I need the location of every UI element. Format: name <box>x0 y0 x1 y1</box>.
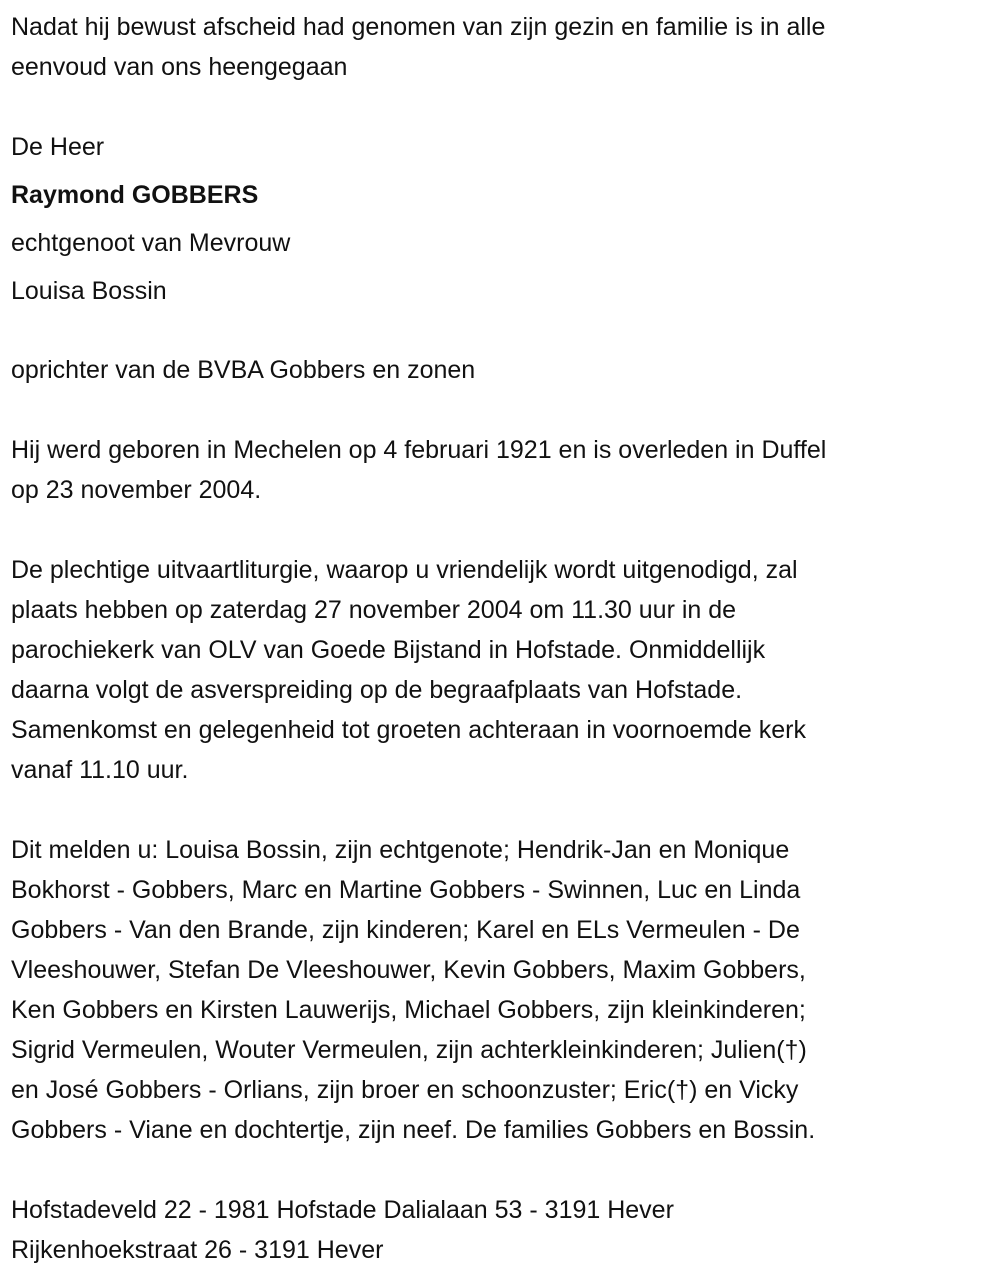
birth-death-paragraph <box>11 430 1000 510</box>
text-line: De plechtige uitvaartliturgie, waarop u vriendelijk wordt uitgenodigd, zal <box>11 556 798 584</box>
text-line: op 23 november 2004. <box>11 476 262 504</box>
text-line: oprichter van de BVBA Gobbers en zonen <box>11 356 476 384</box>
text-line: Gobbers - Viane en dochtertje, zijn neef. De families Gobbers en Bossin. <box>11 1116 816 1144</box>
text-line: Bokhorst - Gobbers, Marc en Martine Gobbers - Swinnen, Luc en Linda <box>11 876 801 904</box>
text-line: Sigrid Vermeulen, Wouter Vermeulen, zijn achterkleinkinderen; Julien(†) <box>11 1036 807 1064</box>
text-line: eenvoud van ons heengegaan <box>11 53 348 81</box>
text-line: Samenkomst en gelegenheid tot groeten achteraan in voornoemde kerk <box>11 716 806 744</box>
text-line: Ken Gobbers en Kirsten Lauwerijs, Michael Gobbers, zijn kleinkinderen; <box>11 996 806 1024</box>
spouse-label: echtgenoot van Mevrouw <box>11 229 291 257</box>
text-line: Vleeshouwer, Stefan De Vleeshouwer, Kevin Gobbers, Maxim Gobbers, <box>11 956 806 984</box>
announcers-paragraph <box>11 830 1000 1150</box>
text-line: Nadat hij bewust afscheid had genomen van zijn gezin en familie is in alle <box>11 13 826 41</box>
text-line: Gobbers - Van den Brande, zijn kinderen; Karel en ELs Vermeulen - De <box>11 916 800 944</box>
spouse-name: Louisa Bossin <box>11 277 167 305</box>
text-line: Hofstadeveld 22 - 1981 Hofstade Dalialaan 53 - 3191 Hever <box>11 1196 674 1224</box>
deceased-block <box>11 123 1000 315</box>
role-paragraph <box>11 350 1000 390</box>
text-line: Rijkenhoekstraat 26 - 3191 Hever <box>11 1236 384 1264</box>
text-line: en José Gobbers - Orlians, zijn broer en schoonzuster; Eric(†) en Vicky <box>11 1076 799 1104</box>
text-line: vanaf 11.10 uur. <box>11 756 189 784</box>
text-line: plaats hebben op zaterdag 27 november 2004 om 11.30 uur in de <box>11 596 737 624</box>
addresses-paragraph <box>11 1190 1000 1270</box>
intro-paragraph <box>11 7 1000 87</box>
funeral-paragraph <box>11 550 1000 790</box>
text-line: parochiekerk van OLV van Goede Bijstand in Hofstade. Onmiddellijk <box>11 636 766 664</box>
text-line: daarna volgt de asverspreiding op de begraafplaats van Hofstade. <box>11 676 743 704</box>
deceased-name: Raymond GOBBERS <box>11 181 259 209</box>
text-line: Dit melden u: Louisa Bossin, zijn echtgenote; Hendrik-Jan en Monique <box>11 836 790 864</box>
title-prefix: De Heer <box>11 133 105 161</box>
text-line: Hij werd geboren in Mechelen op 4 februari 1921 en is overleden in Duffel <box>11 436 827 464</box>
